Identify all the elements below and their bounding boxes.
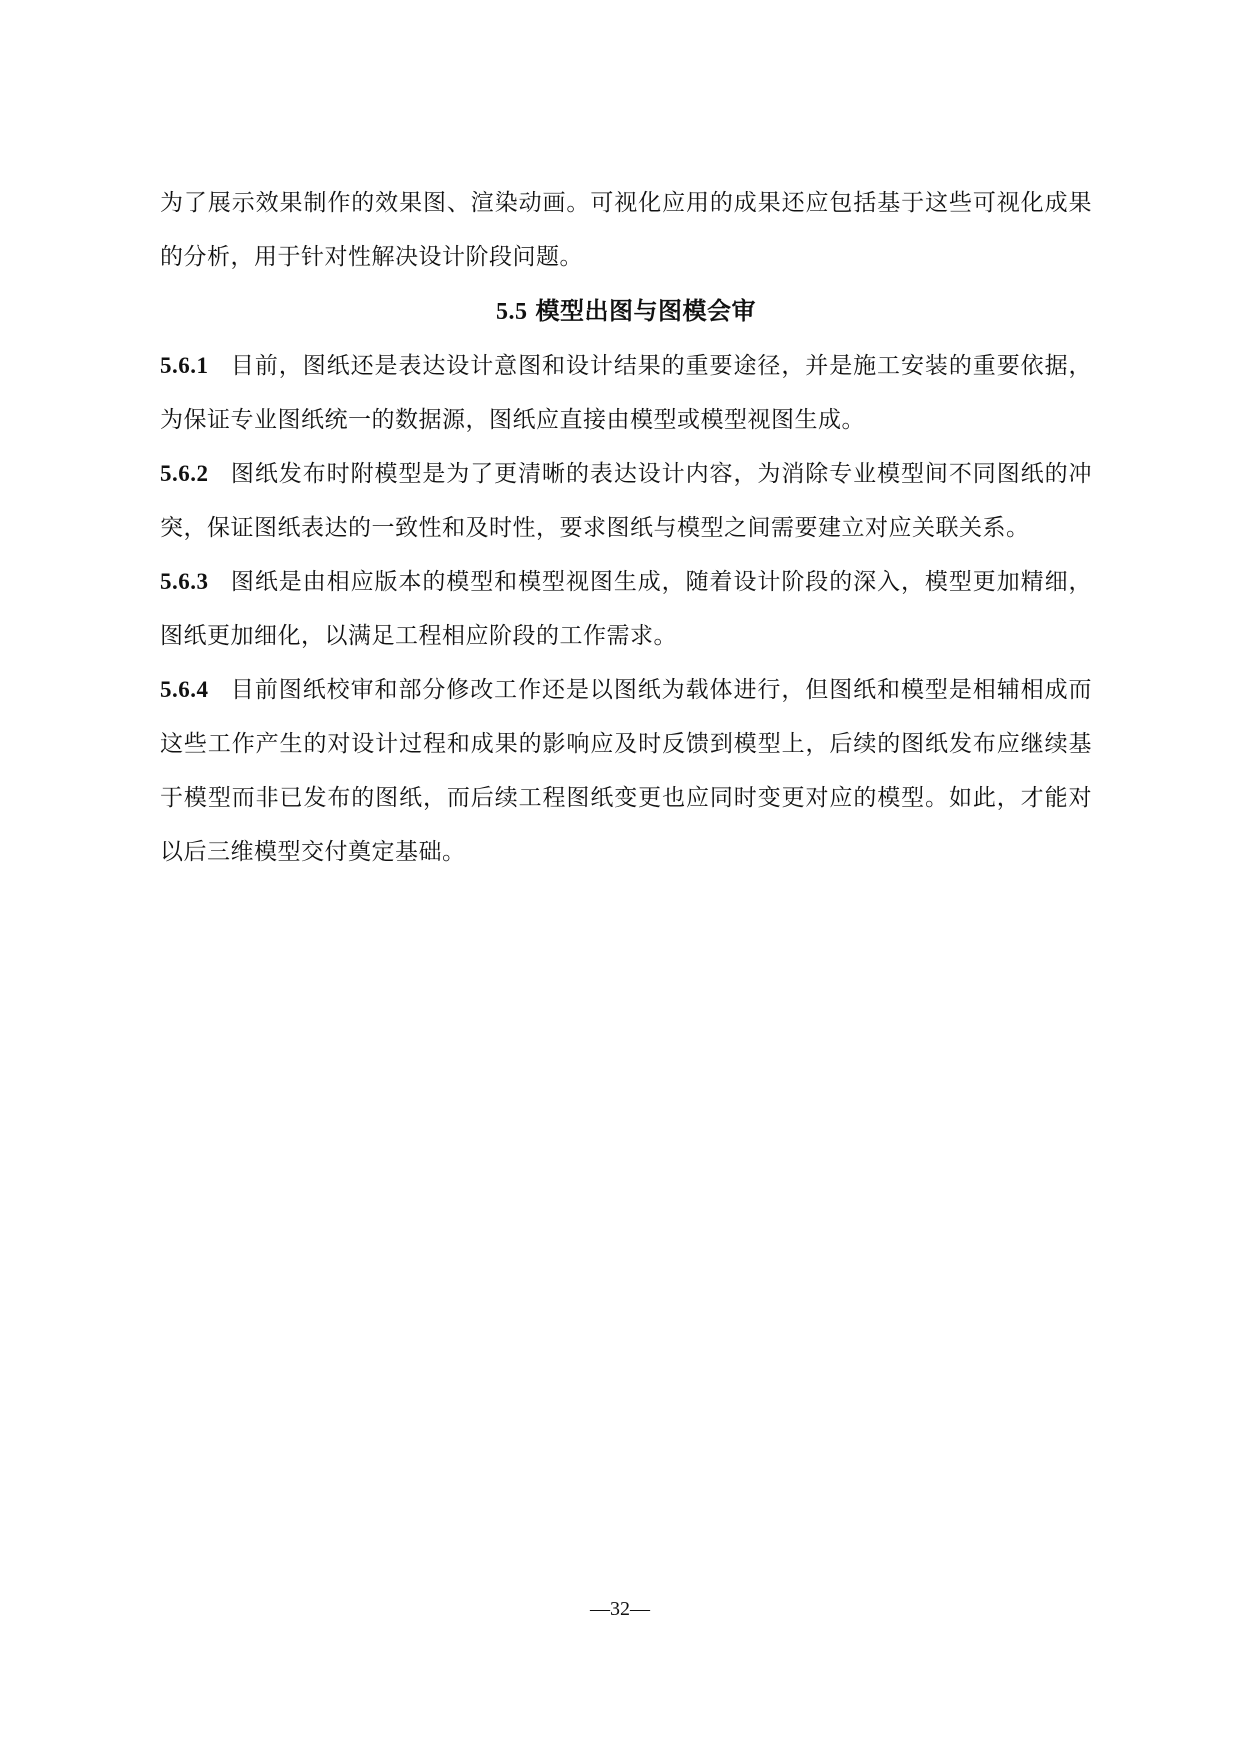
clause-5-6-4 [160,663,1092,879]
clause-5-6-2 [160,447,1092,555]
clause-5-6-3 [160,555,1092,663]
section-number: 5.5 [496,299,528,325]
clause-text: 目前图纸校审和部分修改工作还是以图纸为载体进行，但图纸和模型是相辅相成而这些工作产生的对设计过程和成果的影响应及时反馈到模型上，后续的图纸发布应继续基于模型而非已发布的图纸，而后续工程图纸变更也应同时变更对应的模型。如此，才能对以后三维模型交付奠定基础。 [160,677,1092,865]
clause-text: 目前，图纸还是表达设计意图和设计结果的重要途径，并是施工安装的重要依据，为保证专业图纸统一的数据源，图纸应直接由模型或模型视图生成。 [160,353,1092,433]
section-heading [160,284,1092,339]
clause-number: 5.6.3 [160,569,209,594]
section-title: 模型出图与图模会审 [535,296,756,325]
page-number: —32— [590,1598,650,1620]
document-body [160,176,1092,879]
clause-5-6-1 [160,339,1092,447]
clause-text: 图纸发布时附模型是为了更清晰的表达设计内容，为消除专业模型间不同图纸的冲突，保证图纸表达的一致性和及时性，要求图纸与模型之间需要建立对应关联关系。 [160,461,1092,541]
clause-text: 图纸是由相应版本的模型和模型视图生成，随着设计阶段的深入，模型更加精细，图纸更加细化，以满足工程相应阶段的工作需求。 [160,569,1092,649]
clause-number: 5.6.1 [160,353,209,378]
intro-paragraph: 为了展示效果制作的效果图、渲染动画。可视化应用的成果还应包括基于这些可视化成果的分析，用于针对性解决设计阶段问题。 [160,190,1092,270]
clause-number: 5.6.4 [160,677,209,702]
clause-number: 5.6.2 [160,461,209,486]
